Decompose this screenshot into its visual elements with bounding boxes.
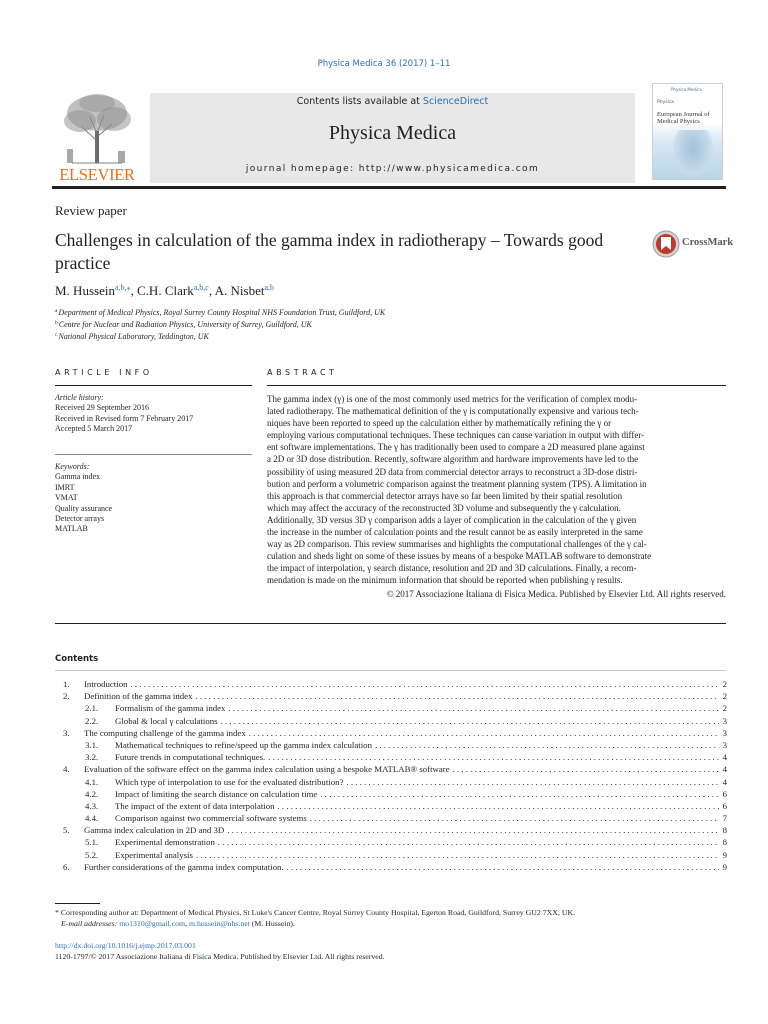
- elsevier-tree-logo-icon: [52, 91, 142, 165]
- toc-entry-number: 3.1.: [85, 739, 99, 750]
- author-name[interactable]: M. Hussein: [55, 283, 115, 298]
- toc-entry[interactable]: [55, 776, 727, 788]
- email-link[interactable]: m.hussein@nhs.net: [188, 919, 250, 928]
- toc-entry[interactable]: [55, 690, 727, 702]
- abstract-line: the increase in the number of calculation points and the result cannot be as easily interpreted in the same: [267, 527, 643, 538]
- toc-leader-dots: [224, 824, 718, 836]
- author-affiliation-marker[interactable]: a,b,c: [193, 283, 209, 292]
- elsevier-wordmark: ELSEVIER: [59, 165, 135, 184]
- abstract-line: The gamma index (γ) is one of the most commonly used metrics for the verification of complex modu-: [267, 394, 638, 404]
- toc-entry[interactable]: [55, 702, 727, 714]
- toc-entry-title: Introduction: [84, 679, 128, 689]
- abstract-line: Additionally, 3D versus 3D γ comparison adds a layer of complication in the calculation of the γ given: [267, 514, 637, 525]
- toc-entry-title: Comparison against two commercial software systems: [115, 813, 307, 824]
- journal-cover-thumbnail-icon[interactable]: [652, 83, 723, 180]
- toc-entry-title: Gamma index calculation in 2D and 3D: [84, 825, 225, 836]
- toc-entry[interactable]: [55, 763, 727, 775]
- affiliations: [55, 306, 385, 342]
- email-label: E-mail addresses:: [61, 919, 120, 928]
- cover-image: [673, 130, 713, 178]
- article-type: Review paper: [55, 203, 127, 218]
- affiliation-marker: a: [55, 308, 58, 314]
- toc-leader-dots: [128, 678, 719, 690]
- history-item: Accepted 5 March 2017: [55, 424, 133, 434]
- toc-entry-title: Mathematical techniques to refine/speed up the gamma index calculation: [115, 739, 372, 750]
- toc-entry-number: 5.2.: [85, 849, 99, 860]
- abstract-bottom-divider: [55, 623, 726, 624]
- author-name[interactable]: A. Nisbet: [214, 283, 265, 298]
- author-affiliation-marker[interactable]: a,b: [264, 283, 275, 292]
- article-info-heading: ARTICLE INFO: [55, 368, 153, 377]
- cover-title: European Journal of Medical Physics: [657, 111, 710, 125]
- toc-leader-dots: [246, 727, 719, 739]
- toc-leader-dots: [317, 788, 718, 800]
- toc-leader-dots: [343, 776, 718, 788]
- keyword-item: MATLAB: [55, 524, 88, 534]
- contents-divider: [55, 670, 726, 671]
- toc-entry[interactable]: [55, 836, 727, 848]
- keyword-item: Detector arrays: [55, 514, 105, 524]
- toc-leader-dots: [450, 763, 719, 775]
- abstract-line: this approach is that commercial detector arrays have so far been limited by their spatial resolution: [267, 490, 623, 501]
- toc-entry-title: Further considerations of the gamma index computation.: [84, 861, 284, 872]
- affiliation-item: [55, 318, 385, 330]
- affiliation-marker: b: [55, 320, 58, 326]
- affiliation-marker: c: [55, 332, 58, 338]
- keywords: [55, 462, 112, 535]
- affiliation-item: [55, 306, 385, 318]
- contents-availability: [150, 96, 635, 107]
- journal-header: [150, 93, 635, 183]
- header-divider: [52, 186, 726, 189]
- table-of-contents: [55, 678, 727, 873]
- abstract-line: ent software implementations. The γ has traditionally been used to compare a 2D measured plane against: [267, 442, 645, 453]
- toc-entry-page: 6: [722, 788, 727, 799]
- toc-entry[interactable]: [55, 849, 727, 861]
- toc-leader-dots: [193, 849, 719, 861]
- abstract-body: [267, 393, 726, 587]
- author-list: [55, 283, 274, 299]
- email-separator: ,: [185, 919, 189, 928]
- toc-entry[interactable]: [55, 800, 727, 812]
- abstract-line: mendation is made on the minimum information that should be reported when publishing γ results.: [267, 575, 623, 586]
- toc-entry[interactable]: [55, 727, 727, 739]
- contents-prefix: Contents lists available at: [296, 96, 423, 107]
- abstract-line: the impact of interpolation, γ search distance, resolution and 2D and 3D calculations. Finally, a recom-: [267, 563, 637, 574]
- footnote-divider: [55, 903, 100, 904]
- toc-entry-page: 2: [722, 691, 727, 702]
- toc-entry-title: The impact of the extent of data interpolation: [115, 800, 275, 811]
- crossmark-badge[interactable]: [652, 229, 732, 259]
- keyword-item: IMRT: [55, 482, 75, 492]
- toc-entry-page: 4: [722, 752, 727, 763]
- affiliation-text: Centre for Nuclear and Radiation Physics, University of Surrey, Guildford, UK: [58, 320, 312, 329]
- toc-entry-number: 4.3.: [85, 800, 99, 811]
- toc-entry-number: 4.: [63, 764, 70, 775]
- abstract-line: lated radiotherapy. The mathematical definition of the γ is computationally expensive and various tech-: [267, 406, 639, 417]
- abstract-line: way as 2D comparison. This review summarises and highlights the computational challenges of the γ cal-: [267, 539, 647, 550]
- toc-entry-number: 2.1.: [85, 703, 99, 714]
- toc-entry[interactable]: [55, 751, 727, 763]
- toc-entry-number: 2.: [63, 691, 70, 702]
- toc-entry[interactable]: [55, 715, 727, 727]
- toc-entry-title: Which type of interpolation to use for the evaluated distribution?: [115, 776, 344, 787]
- toc-leader-dots: [372, 739, 719, 751]
- affiliation-text: Department of Medical Physics, Royal Surrey County Hospital NHS Foundation Trust, Guildford, UK: [58, 308, 386, 317]
- toc-entry-number: 1.: [63, 679, 70, 689]
- toc-entry-title: Future trends in computational techniques.: [115, 752, 266, 763]
- keyword-item: Quality assurance: [55, 503, 113, 513]
- toc-entry[interactable]: [55, 812, 727, 824]
- toc-entry-title: Formalism of the gamma index: [115, 703, 226, 714]
- toc-leader-dots: [215, 836, 719, 848]
- crossmark-icon: [652, 229, 680, 259]
- toc-entry-number: 3.: [63, 727, 70, 738]
- toc-entry-title: Definition of the gamma index: [84, 691, 193, 702]
- info-divider: [55, 454, 252, 455]
- homepage-label: journal homepage:: [245, 164, 359, 174]
- abstract-line: possibility of using measured 2D data from commercial detector arrays to reconstruct a 3D-dose distri-: [267, 466, 638, 477]
- abstract-line: a 2D or 3D dose distribution. Recently, software algorithm and hardware improvements have led to the: [267, 454, 639, 465]
- toc-leader-dots: [265, 751, 718, 763]
- toc-entry-page: 3: [722, 715, 727, 726]
- toc-entry-page: 2: [722, 679, 727, 689]
- toc-entry-number: 2.2.: [85, 715, 99, 726]
- abstract-line: niques have been reported to speed up the calculation either by mathematically refining the γ or: [267, 418, 612, 429]
- article-title: Challenges in calculation of the gamma index in radiotherapy – Towards good practice: [55, 230, 604, 273]
- journal-citation[interactable]: Physica Medica 36 (2017) 1–11: [317, 59, 451, 69]
- toc-entry-page: 4: [722, 776, 727, 787]
- toc-entry-page: 8: [722, 825, 727, 836]
- abstract-line: culation and sheds light on some of these issues by means of a bespoke MATLAB software to demonstrate: [267, 551, 652, 562]
- sciencedirect-link[interactable]: ScienceDirect: [422, 96, 489, 107]
- toc-leader-dots: [275, 800, 719, 812]
- crossmark-label: CrossMark: [682, 237, 734, 248]
- doi-link[interactable]: http://dx.doi.org/10.1016/j.ejmp.2017.03.001: [55, 941, 196, 950]
- abstract-line: bution and perform a volumetric comparison against the treatment planning system (TPS). A limitation in: [267, 478, 647, 489]
- elsevier-logo[interactable]: [52, 91, 142, 183]
- toc-entry-page: 3: [722, 739, 727, 750]
- toc-entry-page: 8: [722, 837, 727, 848]
- toc-entry-title: The computing challenge of the gamma index: [84, 727, 246, 738]
- keywords-label: Keywords:: [55, 462, 90, 471]
- abstract-line: employing various computational techniques. These techniques can cause variation in output with differ-: [267, 430, 645, 441]
- journal-homepage: [150, 164, 635, 174]
- toc-entry-number: 3.2.: [85, 752, 99, 763]
- toc-entry-number: 4.4.: [85, 813, 99, 824]
- toc-leader-dots: [225, 702, 718, 714]
- author-affiliation-marker[interactable]: a,b,⁎: [114, 283, 131, 292]
- author-separator: ,: [130, 283, 138, 298]
- toc-entry-title: Global & local γ calculations: [115, 715, 218, 726]
- issn-copyright: 1120-1797/© 2017 Associazione Italiana di Fisica Medica. Published by Elsevier Ltd. All rights reserved.: [55, 952, 385, 961]
- toc-leader-dots: [284, 861, 719, 873]
- toc-entry-number: 5.: [63, 825, 70, 836]
- toc-entry-page: 9: [722, 861, 727, 872]
- toc-entry-number: 6.: [63, 861, 70, 872]
- toc-entry-title: Experimental analysis: [115, 849, 193, 860]
- abstract-line: which may affect the accuracy of the reconstructed 3D volume and subsequently the γ calculation.: [267, 502, 621, 513]
- article-history-label: Article history:: [55, 393, 104, 402]
- toc-entry[interactable]: [55, 788, 727, 800]
- journal-title: Physica Medica: [328, 122, 457, 144]
- toc-entry-title: Evaluation of the software effect on the gamma index calculation using a bespoke MATLAB® software: [84, 764, 450, 775]
- toc-leader-dots: [218, 715, 719, 727]
- affiliation-text: National Physical Laboratory, Teddington, UK: [58, 332, 209, 341]
- keyword-item: VMAT: [55, 493, 78, 503]
- author-name[interactable]: C.H. Clark: [137, 283, 194, 298]
- abstract-divider: [267, 385, 726, 386]
- affiliation-item: [55, 330, 385, 342]
- toc-entry[interactable]: [55, 678, 727, 690]
- history-item: Received 29 September 2016: [55, 403, 149, 413]
- email-link[interactable]: mo1310@gmail.com: [119, 919, 186, 928]
- email-suffix: (M. Hussein).: [249, 919, 295, 928]
- article-history: [55, 393, 193, 435]
- toc-entry-number: 5.1.: [85, 837, 99, 848]
- history-item: Received in Revised form 7 February 2017: [55, 413, 194, 423]
- author-separator: ,: [208, 283, 215, 298]
- contents-heading: Contents: [55, 654, 99, 664]
- toc-entry-number: 4.2.: [85, 788, 99, 799]
- toc-entry[interactable]: [55, 824, 727, 836]
- homepage-link[interactable]: http://www.physicamedica.com: [358, 164, 540, 174]
- toc-entry[interactable]: [55, 861, 727, 873]
- keyword-item: Gamma index: [55, 472, 101, 482]
- article-info-divider: [55, 385, 252, 386]
- toc-entry-page: 9: [722, 849, 727, 860]
- abstract-heading: ABSTRACT: [267, 368, 338, 377]
- toc-entry-title: Impact of limiting the search distance on calculation time: [115, 788, 318, 799]
- toc-entry-page: 7: [722, 813, 727, 824]
- cover-band-text: Physica Medica: [671, 87, 702, 92]
- toc-leader-dots: [192, 690, 718, 702]
- abstract-copyright: © 2017 Associazione Italiana di Fisica Medica. Published by Elsevier Ltd. All rights reserved.: [386, 589, 726, 599]
- toc-entry-number: 4.1.: [85, 776, 99, 787]
- toc-entry-page: 4: [722, 764, 727, 775]
- toc-entry-page: 6: [722, 800, 727, 811]
- cover-small-text: Physica: [657, 100, 675, 105]
- toc-entry[interactable]: [55, 739, 727, 751]
- toc-entry-page: 2: [722, 703, 727, 714]
- toc-entry-title: Experimental demonstration: [115, 837, 215, 848]
- corresponding-author-note: * Corresponding author at: Department of Medical Physics, St Luke's Cancer Centre, Royal Surrey County Hospital, Egerton Road, Guildford, Surrey GU2 7XX, UK.: [55, 908, 576, 917]
- email-addresses: [55, 919, 295, 930]
- toc-entry-page: 3: [722, 727, 727, 738]
- toc-leader-dots: [307, 812, 719, 824]
